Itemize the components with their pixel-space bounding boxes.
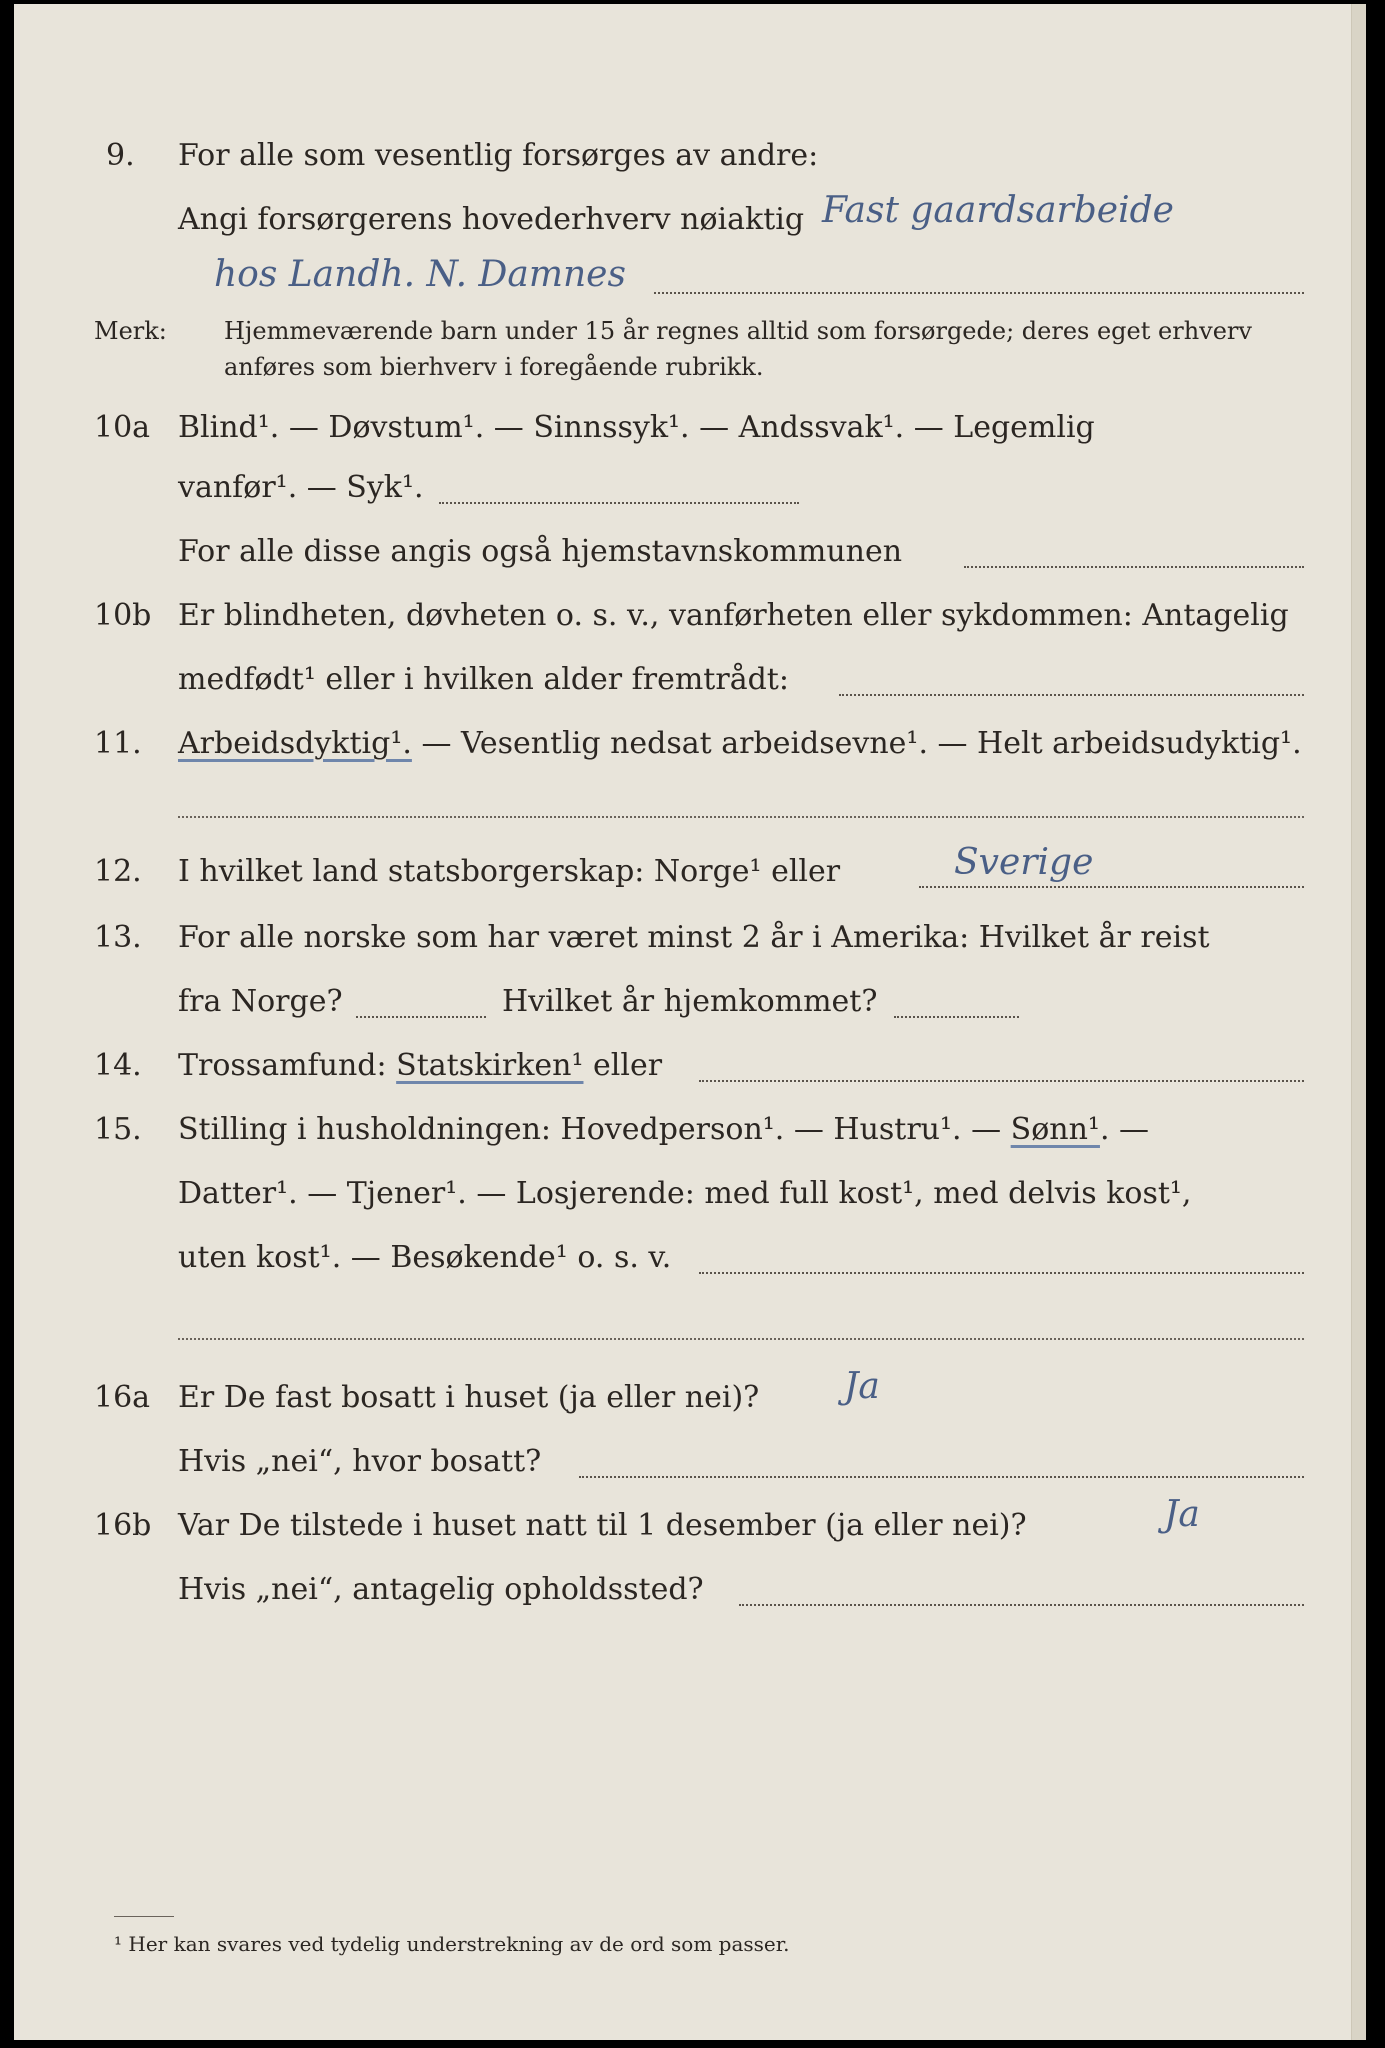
q15-answer-line	[699, 1272, 1304, 1274]
q13-reist-line	[356, 1016, 486, 1018]
q16b-line2: Hvis „nei“, antagelig opholdssted?	[178, 1572, 704, 1607]
q15-rule	[178, 1338, 1304, 1340]
q11-rule	[178, 816, 1304, 818]
q10a-line2: vanfør¹. — Syk¹.	[178, 470, 424, 505]
q16b-answer-line	[739, 1604, 1304, 1606]
q10a-syk-line	[439, 502, 799, 504]
q15-line3: uten kost¹. — Besøkende¹ o. s. v.	[178, 1240, 672, 1275]
q12-line1: I hvilket land statsborgerskap: Norge¹ eller	[178, 854, 841, 889]
q13-number: 13.	[94, 920, 142, 955]
q15-line1c: . —	[1099, 1112, 1150, 1147]
q13-line2b: Hvilket år hjemkommet?	[502, 984, 878, 1019]
q15-line2: Datter¹. — Tjener¹. — Losjerende: med full kost¹, med delvis kost¹,	[178, 1176, 1192, 1211]
q10a-number: 10a	[94, 410, 151, 445]
merk-line1: Hjemmeværende barn under 15 år regnes alltid som forsørgede; deres eget erhverv	[224, 317, 1252, 345]
q12-answer-line	[919, 886, 1304, 888]
footnote: ¹ Her kan svares ved tydelig understrekning av de ord som passer.	[114, 1932, 790, 1956]
q16a-number: 16a	[94, 1380, 151, 1415]
q13-line1: For alle norske som har været minst 2 år i Amerika: Hvilket år reist	[178, 920, 1210, 955]
merk-line2: anføres som bierhverv i foregående rubrikk.	[224, 353, 764, 381]
q11-number: 11.	[94, 726, 142, 761]
q9-answer-line	[654, 292, 1304, 294]
q15-option-sonn: Sønn¹	[1010, 1112, 1100, 1147]
q10b-number: 10b	[94, 598, 152, 633]
q14-rest: eller	[593, 1048, 663, 1083]
q9-line1: For alle som vesentlig forsørges av andre:	[178, 138, 819, 173]
q9-answer-b: hos Landh. N. Damnes	[214, 254, 626, 295]
q16b-line1: Var De tilstede i huset natt til 1 desember (ja eller nei)?	[178, 1508, 1027, 1543]
q9-line2: Angi forsørgerens hovederhverv nøiaktig	[178, 202, 805, 237]
q14-line	[178, 1046, 662, 1086]
q12-answer: Sverige	[954, 842, 1094, 883]
q9-answer-a: Fast gaardsarbeide	[822, 190, 1174, 231]
q16a-answer: Ja	[844, 1366, 880, 1407]
q14-label: Trossamfund:	[178, 1048, 387, 1083]
q10b-line2: medfødt¹ eller i hvilken alder fremtrådt:	[178, 662, 789, 697]
q14-number: 14.	[94, 1048, 142, 1083]
q10a-line1: Blind¹. — Døvstum¹. — Sinnssyk¹. — Andssvak¹. — Legemlig	[178, 410, 1095, 445]
merk-label: Merk:	[94, 317, 167, 345]
q16a-line1: Er De fast bosatt i huset (ja eller nei)?	[178, 1380, 760, 1415]
census-form-page	[14, 4, 1366, 2040]
q11-line	[178, 724, 1302, 764]
q10b-line1: Er blindheten, døvheten o. s. v., vanførheten eller sykdommen: Antagelig	[178, 598, 1289, 633]
q13-line2a: fra Norge?	[178, 984, 343, 1019]
q16b-answer: Ja	[1164, 1494, 1200, 1535]
page-edge	[1351, 4, 1366, 2040]
q13-hjemkommet-line	[894, 1016, 1019, 1018]
q16a-line2: Hvis „nei“, hvor bosatt?	[178, 1444, 542, 1479]
q15-line1	[178, 1110, 1149, 1150]
q14-answer-line	[699, 1080, 1304, 1082]
q11-option-arbeidsdyktig: Arbeidsdyktig¹.	[178, 726, 412, 761]
q16b-number: 16b	[94, 1508, 152, 1543]
footnote-rule	[114, 1916, 174, 1917]
q10b-answer-line	[839, 694, 1304, 696]
q15-number: 15.	[94, 1112, 142, 1147]
q16a-answer-line	[579, 1476, 1304, 1478]
q14-option-statskirken: Statskirken¹	[396, 1048, 584, 1083]
q15-line1a: Stilling i husholdningen: Hovedperson¹. — Hustru¹. —	[178, 1112, 1002, 1147]
q10a-kommune-line	[964, 566, 1304, 568]
q9-number: 9.	[106, 138, 135, 173]
q11-rest: — Vesentlig nedsat arbeidsevne¹. — Helt arbeidsudyktig¹.	[421, 726, 1302, 761]
q12-number: 12.	[94, 854, 142, 889]
q10a-line3: For alle disse angis også hjemstavnskommunen	[178, 534, 903, 569]
